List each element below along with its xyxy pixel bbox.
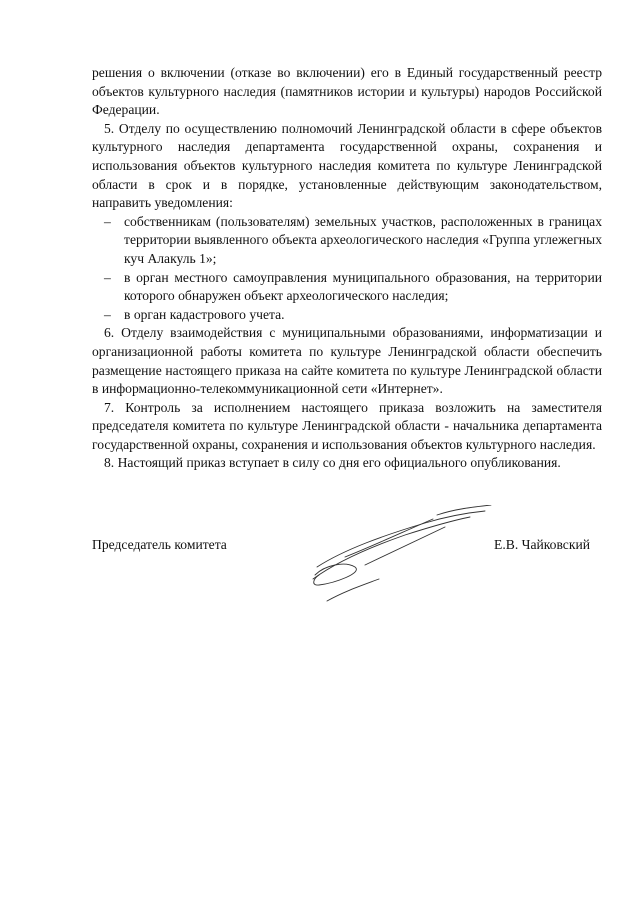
- bullet-text: в орган кадастрового учета.: [124, 306, 285, 322]
- paragraph-6: 6. Отделу взаимодействия с муниципальными образованиями, информатизации и организационной работы комитета по культуре Ленинградской области обеспечить размещение настоящего приказа на сайте комитета по культуре Ленинградской области в информационно-телекоммуникационной сети «Интернет».: [92, 325, 602, 397]
- paragraph-5: 5. Отделу по осуществлению полномочий Ленинградской области в сфере объектов культурного наследия департамента государственной охраны, сохранения и использования объектов культурного наследия комитета по культуре Ленинградской области в срок и в порядке, установленные действующим законодательством, направить уведомления:: [92, 120, 602, 211]
- signatory-name: Е.В. Чайковский: [494, 537, 590, 552]
- bullet-item: [92, 269, 602, 306]
- signatory-title: Председатель комитета: [92, 537, 227, 552]
- bullet-dash: –: [104, 213, 111, 229]
- bullet-text: в орган местного самоуправления муниципального образования, на территории которого обнаружен объект археологического наследия;: [124, 269, 602, 304]
- paragraph-continuation: решения о включении (отказе во включении) его в Единый государственный реестр объектов культурного наследия (памятников истории и культуры) народов Российской Федерации.: [92, 65, 602, 118]
- bullet-item: [92, 306, 602, 325]
- bullet-item: [92, 213, 602, 269]
- paragraph-8: 8. Настоящий приказ вступает в силу со дня его официального опубликования.: [104, 455, 561, 471]
- bullet-dash: –: [104, 269, 111, 285]
- handwritten-signature: [305, 505, 495, 610]
- paragraph-7: 7. Контроль за исполнением настоящего приказа возложить на заместителя председателя комитета по культуре Ленинградской области - начальника департамента государственной охраны, сохранения и использования объектов культурного наследия.: [92, 399, 602, 452]
- document-body: [92, 64, 602, 473]
- bullet-dash: –: [104, 306, 111, 322]
- bullet-text: собственникам (пользователям) земельных участков, расположенных в границах территории выявленного объекта археологического наследия «Группа углежегных куч Алакуль 1»;: [124, 213, 602, 266]
